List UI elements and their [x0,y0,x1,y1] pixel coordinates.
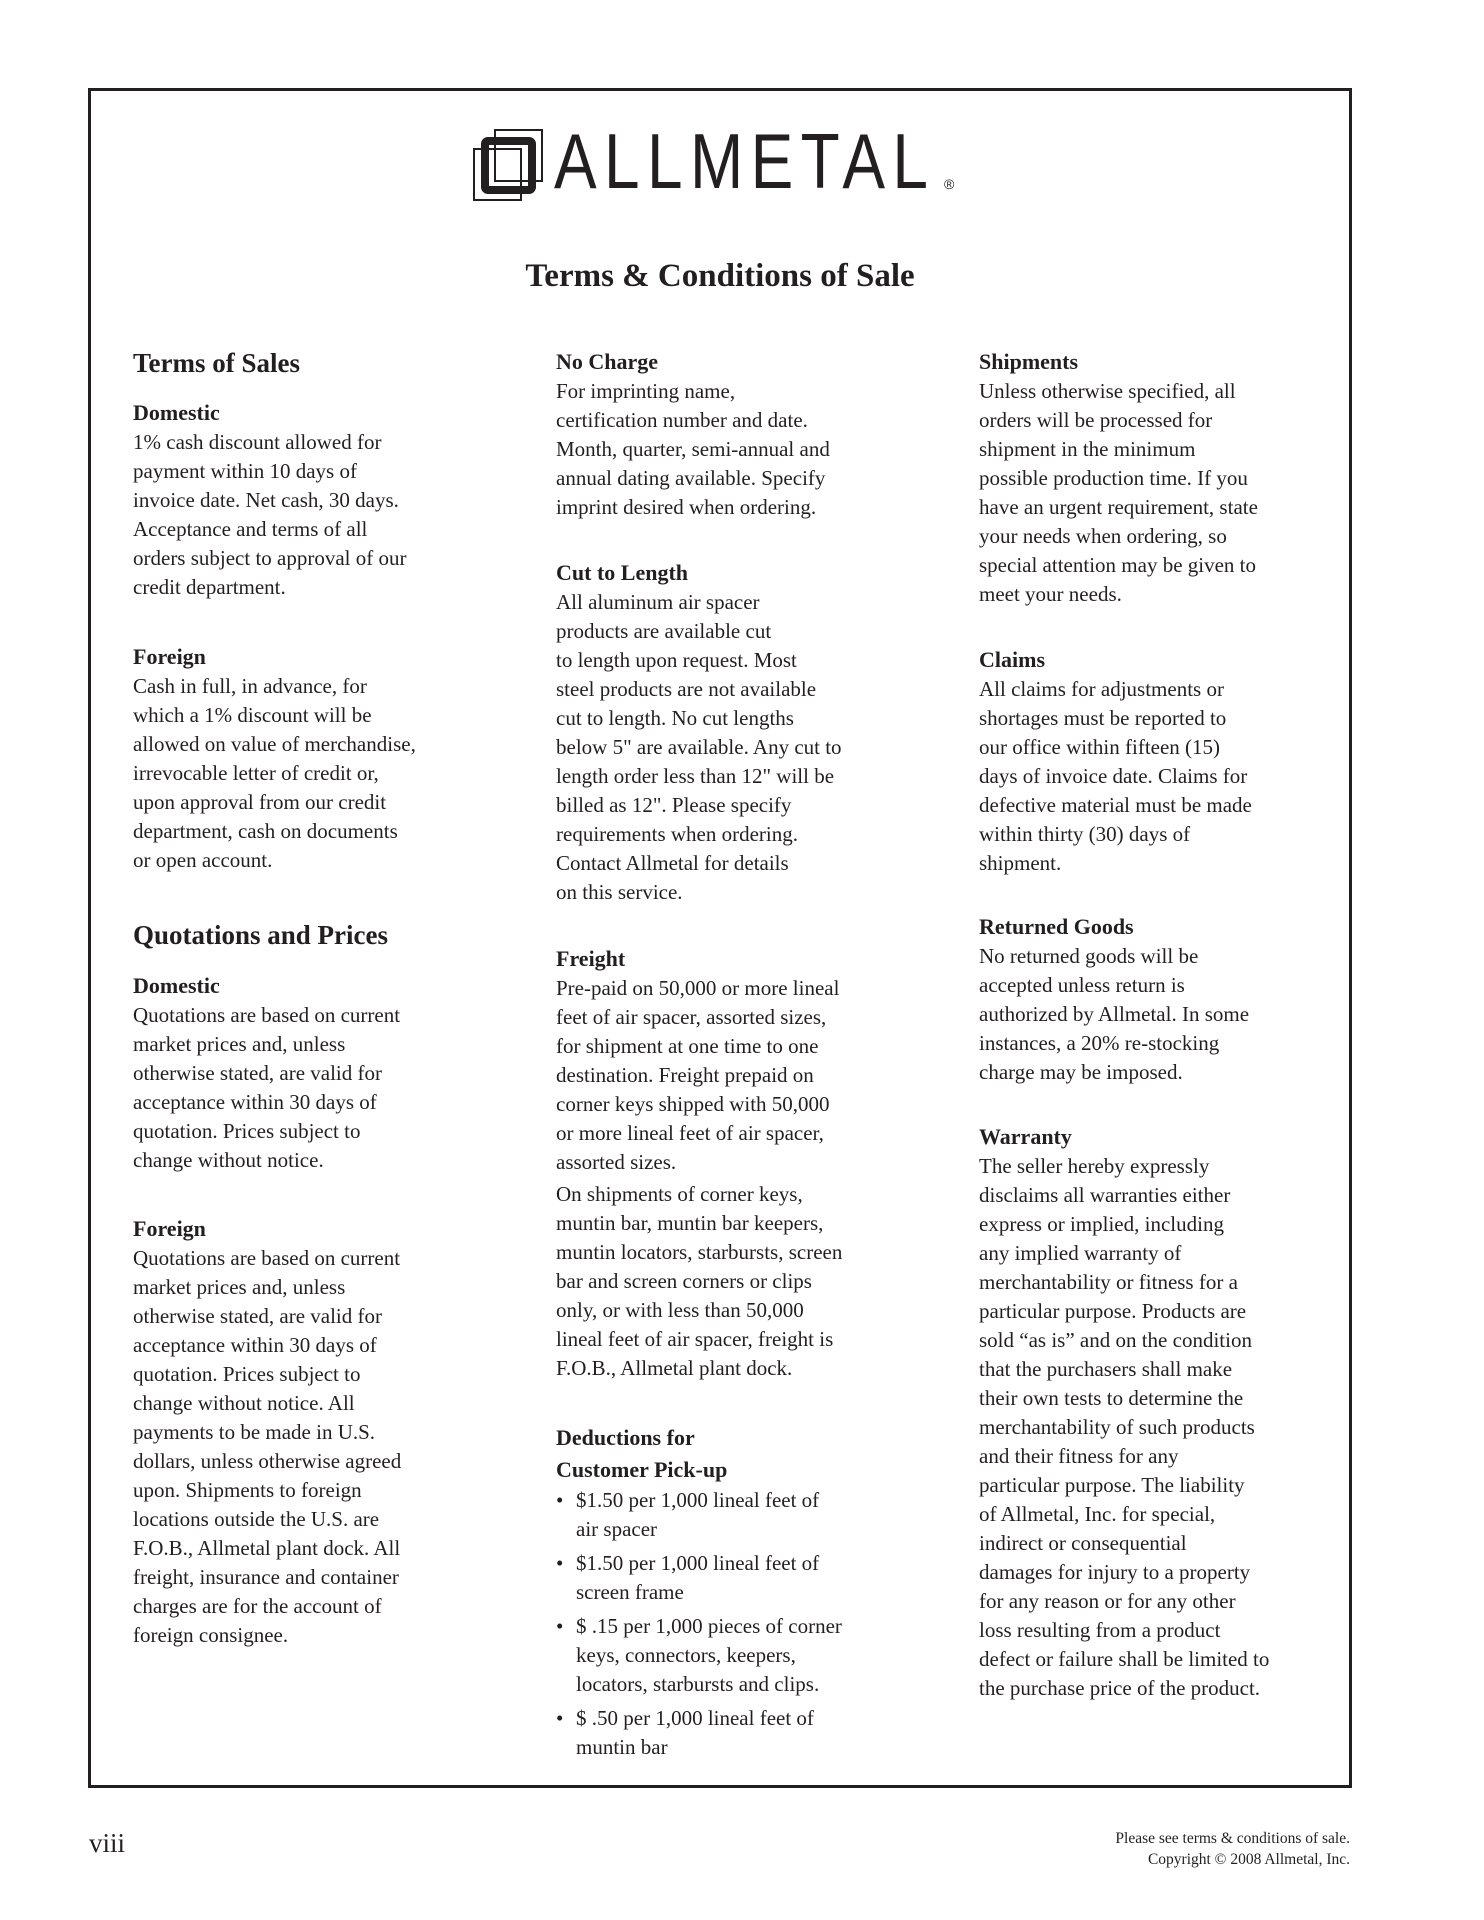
text-line: acceptance within 30 days of [133,1333,377,1357]
text-line: imprint desired when ordering. [556,495,817,519]
text-line: corner keys shipped with 50,000 [556,1092,830,1116]
section-heading: No Charge [556,349,659,374]
list-item-text [576,1486,956,1544]
subsection-heading: Foreign [133,1216,206,1241]
section-returned-goods [979,912,1379,1087]
text-line: below 5" are available. Any cut to [556,735,842,759]
text-line: change without notice. All [133,1391,355,1415]
list-item-text [576,1612,956,1699]
page-number: viii [89,1828,126,1858]
bullet-icon: • [556,1614,564,1638]
text-line: authorized by Allmetal. In some [979,1002,1250,1026]
text-line: muntin bar, muntin bar keepers, [556,1211,824,1235]
text-line: that the purchasers shall make [979,1357,1233,1381]
overlapping-squares-logo-icon [470,128,546,204]
list-item [556,1486,956,1544]
subsection-body [133,1244,533,1650]
text-line: products are available cut [556,619,772,643]
text-line: Quotations are based on current [133,1003,401,1027]
allmetal-logo [470,117,990,212]
bullet-icon: • [556,1706,564,1730]
text-line: payments to be made in U.S. [133,1420,376,1444]
subsection-body [133,1001,533,1175]
text-line: assorted sizes. [556,1150,677,1174]
section-no-charge [556,347,956,522]
text-line: All aluminum air spacer [556,590,760,614]
text-line: shortages must be reported to [979,706,1227,730]
text-line: have an urgent requirement, state [979,495,1258,519]
text-line: muntin locators, starbursts, screen [556,1240,843,1264]
text-line: bar and screen corners or clips [556,1269,812,1293]
section-body [979,942,1379,1087]
text-line: any implied warranty of [979,1241,1182,1265]
text-line: locators, starbursts and clips. [576,1672,820,1696]
text-line: acceptance within 30 days of [133,1090,377,1114]
text-line: otherwise stated, are valid for [133,1061,382,1085]
text-line: only, or with less than 50,000 [556,1298,804,1322]
section-heading [556,1422,956,1486]
section-body [979,675,1379,878]
text-line: $1.50 per 1,000 lineal feet of [576,1488,820,1512]
text-line: defective material must be made [979,793,1252,817]
text-line: quotation. Prices subject to [133,1362,361,1386]
text-line: instances, a 20% re-stocking [979,1031,1220,1055]
text-line: orders will be processed for [979,408,1213,432]
text-line: dollars, unless otherwise agreed [133,1449,402,1473]
text-line: upon approval from our credit [133,790,387,814]
text-line: steel products are not available [556,677,817,701]
text-line: Unless otherwise specified, all [979,379,1236,403]
text-line: destination. Freight prepaid on [556,1063,814,1087]
bullet-icon: • [556,1551,564,1575]
section-heading: Quotations and Prices [133,920,389,950]
section-heading: Terms of Sales [133,348,300,378]
section-body [556,974,956,1177]
text-line: loss resulting from a product [979,1618,1221,1642]
section-claims [979,645,1379,878]
text-line: air spacer [576,1517,658,1541]
list-item [556,1704,956,1762]
section-terms-of-sales [133,346,533,380]
text-line: Acceptance and terms of all [133,517,368,541]
text-line: payment within 10 days of [133,459,357,483]
bullet-icon: • [556,1488,564,1512]
text-line: Quotations are based on current [133,1246,401,1270]
registered-mark: ® [944,176,955,192]
text-line: Contact Allmetal for details [556,851,789,875]
text-line: shipment. [979,851,1062,875]
text-line: length order less than 12" will be [556,764,835,788]
text-line: charge may be imposed. [979,1060,1183,1084]
text-line: Customer Pick-up [556,1457,728,1482]
text-line: screen frame [576,1580,684,1604]
text-line: $ .15 per 1,000 pieces of corner [576,1614,842,1638]
text-line: feet of air spacer, assorted sizes, [556,1005,827,1029]
text-line: days of invoice date. Claims for [979,764,1248,788]
text-line: lineal feet of air spacer, freight is [556,1327,834,1351]
subsection-heading: Domestic [133,973,220,998]
text-line: foreign consignee. [133,1623,289,1647]
text-line: All claims for adjustments or [979,677,1224,701]
text-line: orders subject to approval of our [133,546,407,570]
text-line: express or implied, including [979,1212,1224,1236]
section-shipments [979,347,1379,609]
text-line: particular purpose. The liability [979,1473,1245,1497]
text-line: to length upon request. Most [556,648,797,672]
subsection-terms-domestic [133,398,533,602]
section-warranty [979,1122,1379,1703]
text-line: cut to length. No cut lengths [556,706,794,730]
text-line: allowed on value of merchandise, [133,732,416,756]
section-cut-to-length [556,558,956,907]
text-line: the purchase price of the product. [979,1676,1261,1700]
text-line: on this service. [556,880,683,904]
section-heading: Shipments [979,349,1079,374]
text-line: locations outside the U.S. are [133,1507,380,1531]
text-line: particular purpose. Products are [979,1299,1247,1323]
list-item-text [576,1549,956,1607]
text-line: requirements when ordering. [556,822,799,846]
text-line: of Allmetal, Inc. for special, [979,1502,1216,1526]
text-line: For imprinting name, [556,379,736,403]
text-line: market prices and, unless [133,1275,346,1299]
text-line: On shipments of corner keys, [556,1182,803,1206]
text-line: No returned goods will be [979,944,1199,968]
text-line: within thirty (30) days of [979,822,1191,846]
text-line: defect or failure shall be limited to [979,1647,1270,1671]
text-line: merchantability of such products [979,1415,1255,1439]
text-line: otherwise stated, are valid for [133,1304,382,1328]
text-line: credit department. [133,575,286,599]
text-line: market prices and, unless [133,1032,346,1056]
text-line: quotation. Prices subject to [133,1119,361,1143]
text-line: damages for injury to a property [979,1560,1251,1584]
footer-note: Please see terms & conditions of sale. [1115,1830,1350,1847]
list-item-text [576,1704,956,1762]
section-heading: Cut to Length [556,560,689,585]
text-line: Pre-paid on 50,000 or more lineal [556,976,840,1000]
section-heading: Claims [979,647,1045,672]
text-line: department, cash on documents [133,819,398,843]
section-body [556,377,956,522]
text-line: Deductions for [556,1425,695,1450]
text-line: meet your needs. [979,582,1122,606]
subsection-quotations-domestic [133,971,533,1175]
text-line: $ .50 per 1,000 lineal feet of [576,1706,814,1730]
text-line: Cash in full, in advance, for [133,674,367,698]
text-line: billed as 12". Please specify [556,793,792,817]
subsection-quotations-foreign [133,1214,533,1650]
subsection-body [133,672,533,875]
text-line: annual dating available. Specify [556,466,826,490]
text-line: accepted unless return is [979,973,1185,997]
text-line: Month, quarter, semi-annual and [556,437,830,461]
text-line: The seller hereby expressly [979,1154,1210,1178]
text-line: keys, connectors, keepers, [576,1643,796,1667]
text-line: charges are for the account of [133,1594,382,1618]
text-line: which a 1% discount will be [133,703,372,727]
text-line: or open account. [133,848,273,872]
subsection-body [133,428,533,602]
section-freight [556,944,956,1383]
section-body [979,1152,1379,1703]
text-line: their own tests to determine the [979,1386,1244,1410]
section-heading: Freight [556,946,626,971]
section-body [556,588,956,907]
text-line: 1% cash discount allowed for [133,430,382,454]
text-line: your needs when ordering, so [979,524,1227,548]
section-deductions-for-customer-pickup [556,1422,956,1762]
text-line: special attention may be given to [979,553,1256,577]
subsection-heading: Foreign [133,644,206,669]
brand-wordmark: ALLMETAL [554,117,936,205]
text-line: freight, insurance and container [133,1565,399,1589]
text-line: for any reason or for any other [979,1589,1236,1613]
text-line: for shipment at one time to one [556,1034,819,1058]
list-item [556,1549,956,1607]
text-line: disclaims all warranties either [979,1183,1231,1207]
text-line: F.O.B., Allmetal plant dock. All [133,1536,401,1560]
text-line: certification number and date. [556,408,808,432]
subsection-heading: Domestic [133,400,220,425]
text-line: invoice date. Net cash, 30 days. [133,488,399,512]
text-line: merchantability or fitness for a [979,1270,1238,1294]
section-heading: Returned Goods [979,914,1134,939]
footer-copyright: Copyright © 2008 Allmetal, Inc. [1147,1851,1350,1868]
section-body-continued [556,1180,956,1383]
footer-notice [1115,1828,1350,1870]
section-quotations-and-prices [133,918,533,952]
section-body [979,377,1379,609]
text-line: indirect or consequential [979,1531,1187,1555]
text-line: possible production time. If you [979,466,1248,490]
list-item [556,1612,956,1699]
subsection-terms-foreign [133,642,533,875]
section-heading: Warranty [979,1124,1072,1149]
text-line: change without notice. [133,1148,324,1172]
text-line: our office within fifteen (15) [979,735,1221,759]
text-line: upon. Shipments to foreign [133,1478,362,1502]
text-line: sold “as is” and on the condition [979,1328,1252,1352]
text-line: $1.50 per 1,000 lineal feet of [576,1551,820,1575]
text-line: and their fitness for any [979,1444,1179,1468]
text-line: irrevocable letter of credit or, [133,761,379,785]
text-line: shipment in the minimum [979,437,1196,461]
text-line: muntin bar [576,1735,668,1759]
deductions-list [556,1486,956,1762]
text-line: or more lineal feet of air spacer, [556,1121,824,1145]
text-line: F.O.B., Allmetal plant dock. [556,1356,793,1380]
page-title: Terms & Conditions of Sale [525,258,915,294]
